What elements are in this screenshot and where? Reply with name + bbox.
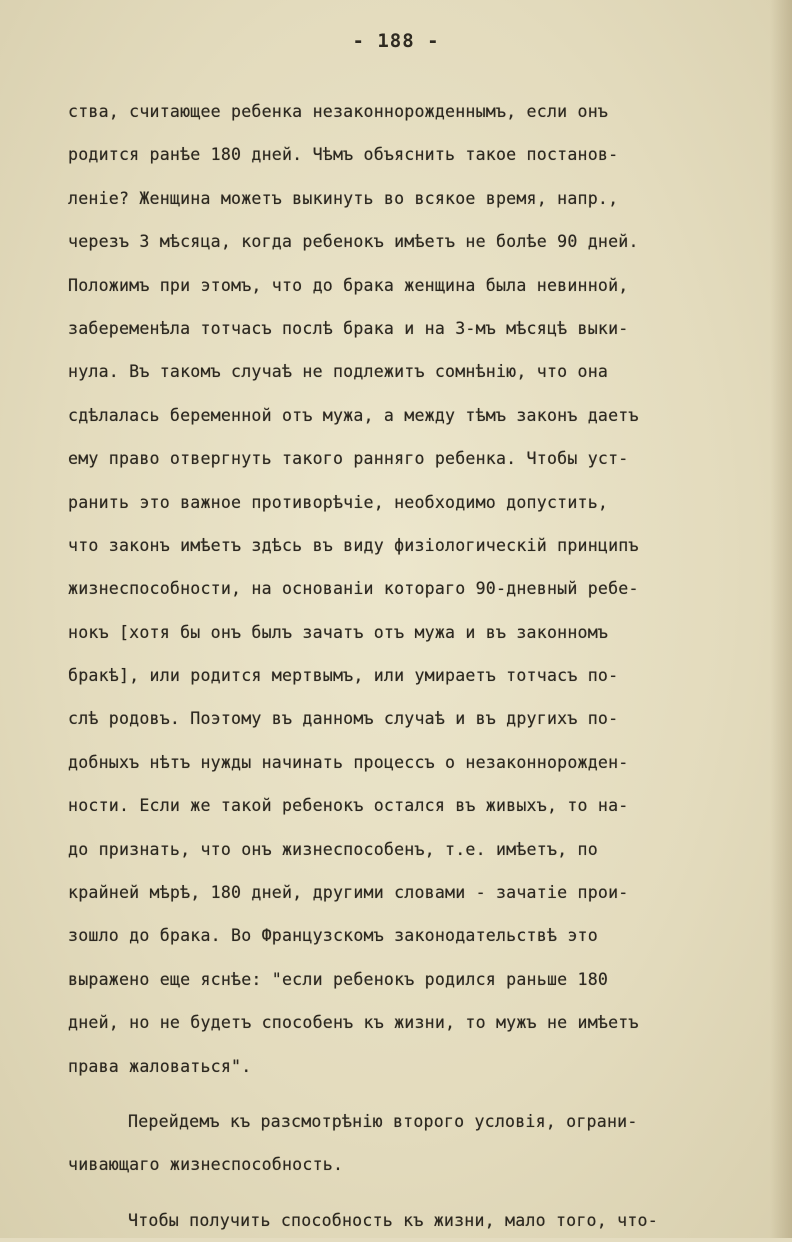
text-line: выражено еще яснѣе: "если ребенокъ родился раньше 180 xyxy=(68,969,609,989)
paragraph-start-line: Чтобы получить способность къ жизни, мало того, что- xyxy=(128,1210,658,1230)
text-line: Положимъ при этомъ, что до брака женщина была невинной, xyxy=(68,275,629,295)
text-line: бракѣ], или родится мертвымъ, или умираетъ тотчасъ по- xyxy=(68,666,619,686)
text-line: дней, но не будетъ способенъ къ жизни, то мужъ не имѣетъ xyxy=(68,1013,639,1033)
text-line: чивающаго жизнеспособность. xyxy=(68,1155,344,1175)
text-line: зошло до брака. Во Французскомъ законодательствѣ это xyxy=(68,926,598,946)
text-line: черезъ 3 мѣсяца, когда ребенокъ имѣетъ не болѣе 90 дней. xyxy=(68,232,639,252)
text-line: нокъ [хотя бы онъ былъ зачатъ отъ мужа и въ законномъ xyxy=(68,622,609,642)
body-text xyxy=(68,90,774,1242)
text-line: до признать, что онъ жизнеспособенъ, т.е. имѣетъ, по xyxy=(68,839,598,859)
text-line: права жаловаться". xyxy=(68,1056,252,1076)
page-number: - 188 - xyxy=(352,30,440,52)
text-line: ства, считающее ребенка незаконнорожденнымъ, если онъ xyxy=(68,102,609,121)
text-line: сдѣлалась беременной отъ мужа, а между тѣмъ законъ даетъ xyxy=(68,405,639,425)
text-line: ему право отвергнуть такого ранняго ребенка. Чтобы уст- xyxy=(68,449,629,469)
text-line: жизнеспособности, на основанiи котораго 90-дневный ребе- xyxy=(68,579,639,599)
text-line: нула. Въ такомъ случаѣ не подлежитъ сомнѣнiю, что она xyxy=(68,362,609,382)
text-line: забеременѣла тотчасъ послѣ брака и на 3-мъ мѣсяцѣ выки- xyxy=(68,318,629,338)
text-line: ности. Если же такой ребенокъ остался въ живыхъ, то на- xyxy=(68,796,629,816)
text-line: что законъ имѣетъ здѣсь въ виду физiологическiй принципъ xyxy=(68,535,639,555)
text-line: ленiе? Женщина можетъ выкинуть во всякое время, напр., xyxy=(68,188,619,208)
paragraph-start-line: Перейдемъ къ разсмотрѣнiю второго условiя, ограни- xyxy=(128,1111,638,1131)
text-line: ранить это важное противорѣчiе, необходимо допустить, xyxy=(68,492,609,512)
text-line: родится ранѣе 180 дней. Чѣмъ объяснить такое постанов- xyxy=(68,145,619,165)
text-line: слѣ родовъ. Поэтому въ данномъ случаѣ и въ другихъ по- xyxy=(68,709,619,729)
text-line: добныхъ нѣтъ нужды начинать процессъ о незаконнорожден- xyxy=(68,752,629,772)
text-line: крайней мѣрѣ, 180 дней, другими словами - зачатiе прои- xyxy=(68,883,629,903)
